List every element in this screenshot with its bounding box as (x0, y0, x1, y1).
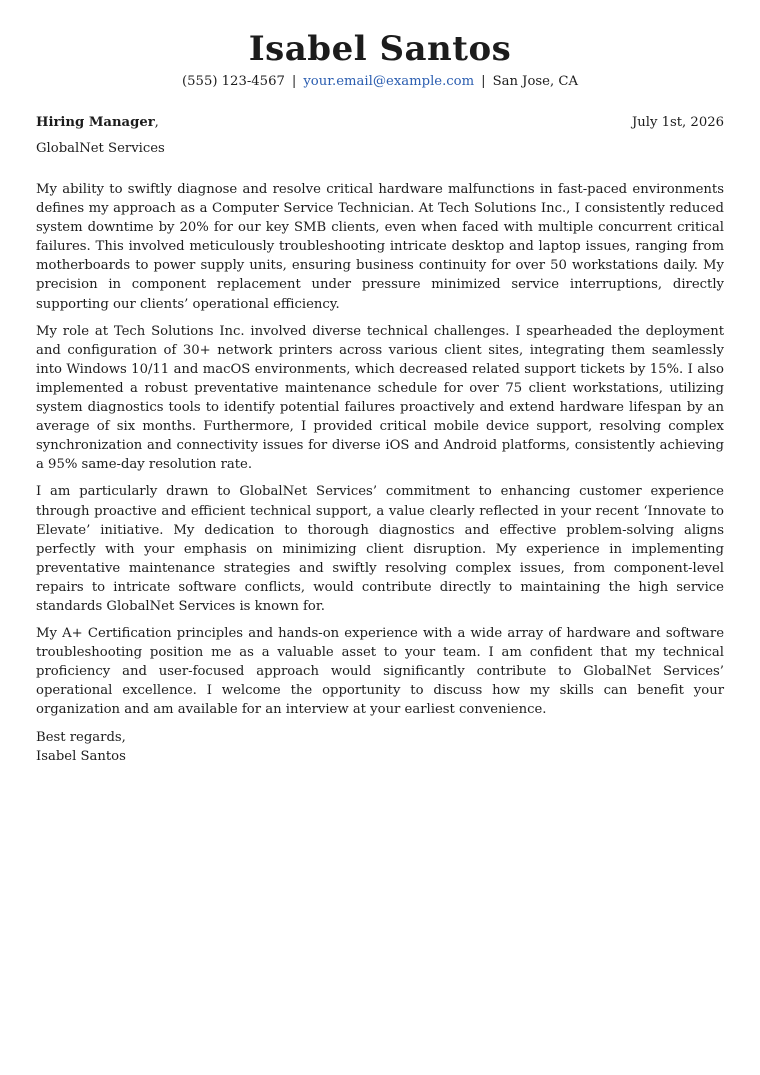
contact-separator: | (481, 74, 486, 89)
recipient-title-suffix: , (154, 115, 159, 130)
letter-body (36, 180, 724, 766)
recipient-company: GlobalNet Services (36, 141, 165, 156)
closing-block (36, 728, 724, 766)
recipient-line (36, 113, 159, 133)
phone-number: (555) 123-4567 (182, 74, 285, 89)
location: San Jose, CA (492, 74, 578, 89)
email-link[interactable]: your.email@example.com (303, 74, 475, 89)
applicant-name: Isabel Santos (248, 29, 512, 69)
body-paragraph-4: My A+ Certification principles and hands-on experience with a wide array of hardware and software troubleshooting position me as a valuable asset to your team. I am confident that my technical proficiency and user-focused approach would significantly contribute to GlobalNet Services’ operational excellence. I welcome the opportunity to discuss how my skills can benefit your organization and am available for an interview at your earliest convenience. (36, 626, 724, 718)
recipient-title: Hiring Manager (36, 115, 155, 130)
contact-separator: | (291, 74, 297, 89)
body-paragraph-1: My ability to swiftly diagnose and resolve critical hardware malfunctions in fast-paced environments defines my approach as a Computer Service Technician. At Tech Solutions Inc., I consistently reduced system downtime by 20% for our key SMB clients, even when faced with multiple concurrent critical failures. This involved meticulously troubleshooting intricate desktop and laptop issues, ranging from motherboards to power supply units, ensuring business continuity for over 50 workstations daily. My precision in component replacement under pressure minimized service interruptions, directly supporting our clients’ operational efficiency. (36, 182, 724, 312)
letter-date: July 1st, 2026 (631, 115, 724, 130)
body-paragraph-3: I am particularly drawn to GlobalNet Services’ commitment to enhancing customer experience through proactive and efficient technical support, a value clearly reflected in your recent ‘Innovate to Elevate’ initiative. My dedication to thorough diagnostics and effective problem-solving aligns perfectly with your emphasis on minimizing client disruption. My experience in implementing preventative maintenance strategies and swiftly resolving complex issues, from component-level repairs to intricate software conflicts, would contribute directly to maintaining the high service standards GlobalNet Services is known for. (36, 484, 724, 614)
body-paragraph-2: My role at Tech Solutions Inc. involved diverse technical challenges. I spearheaded the deployment and configuration of 30+ network printers across various client sites, integrating them seamlessly into Windows 10/11 and macOS environments, which decreased related support tickets by 15%. I also implemented a robust preventative maintenance schedule for over 75 client workstations, utilizing system diagnostics tools to identify potential failures proactively and extend hardware lifespan by an average of six months. Furthermore, I provided critical mobile device support, resolving complex synchronization and connectivity issues for diverse iOS and Android platforms, consistently achieving a 95% same-day resolution rate. (36, 323, 724, 473)
contact-line (0, 72, 760, 92)
signature-name: Isabel Santos (36, 748, 126, 764)
recipient-date-row (36, 113, 724, 133)
closing-salutation: Best regards, (36, 729, 126, 745)
